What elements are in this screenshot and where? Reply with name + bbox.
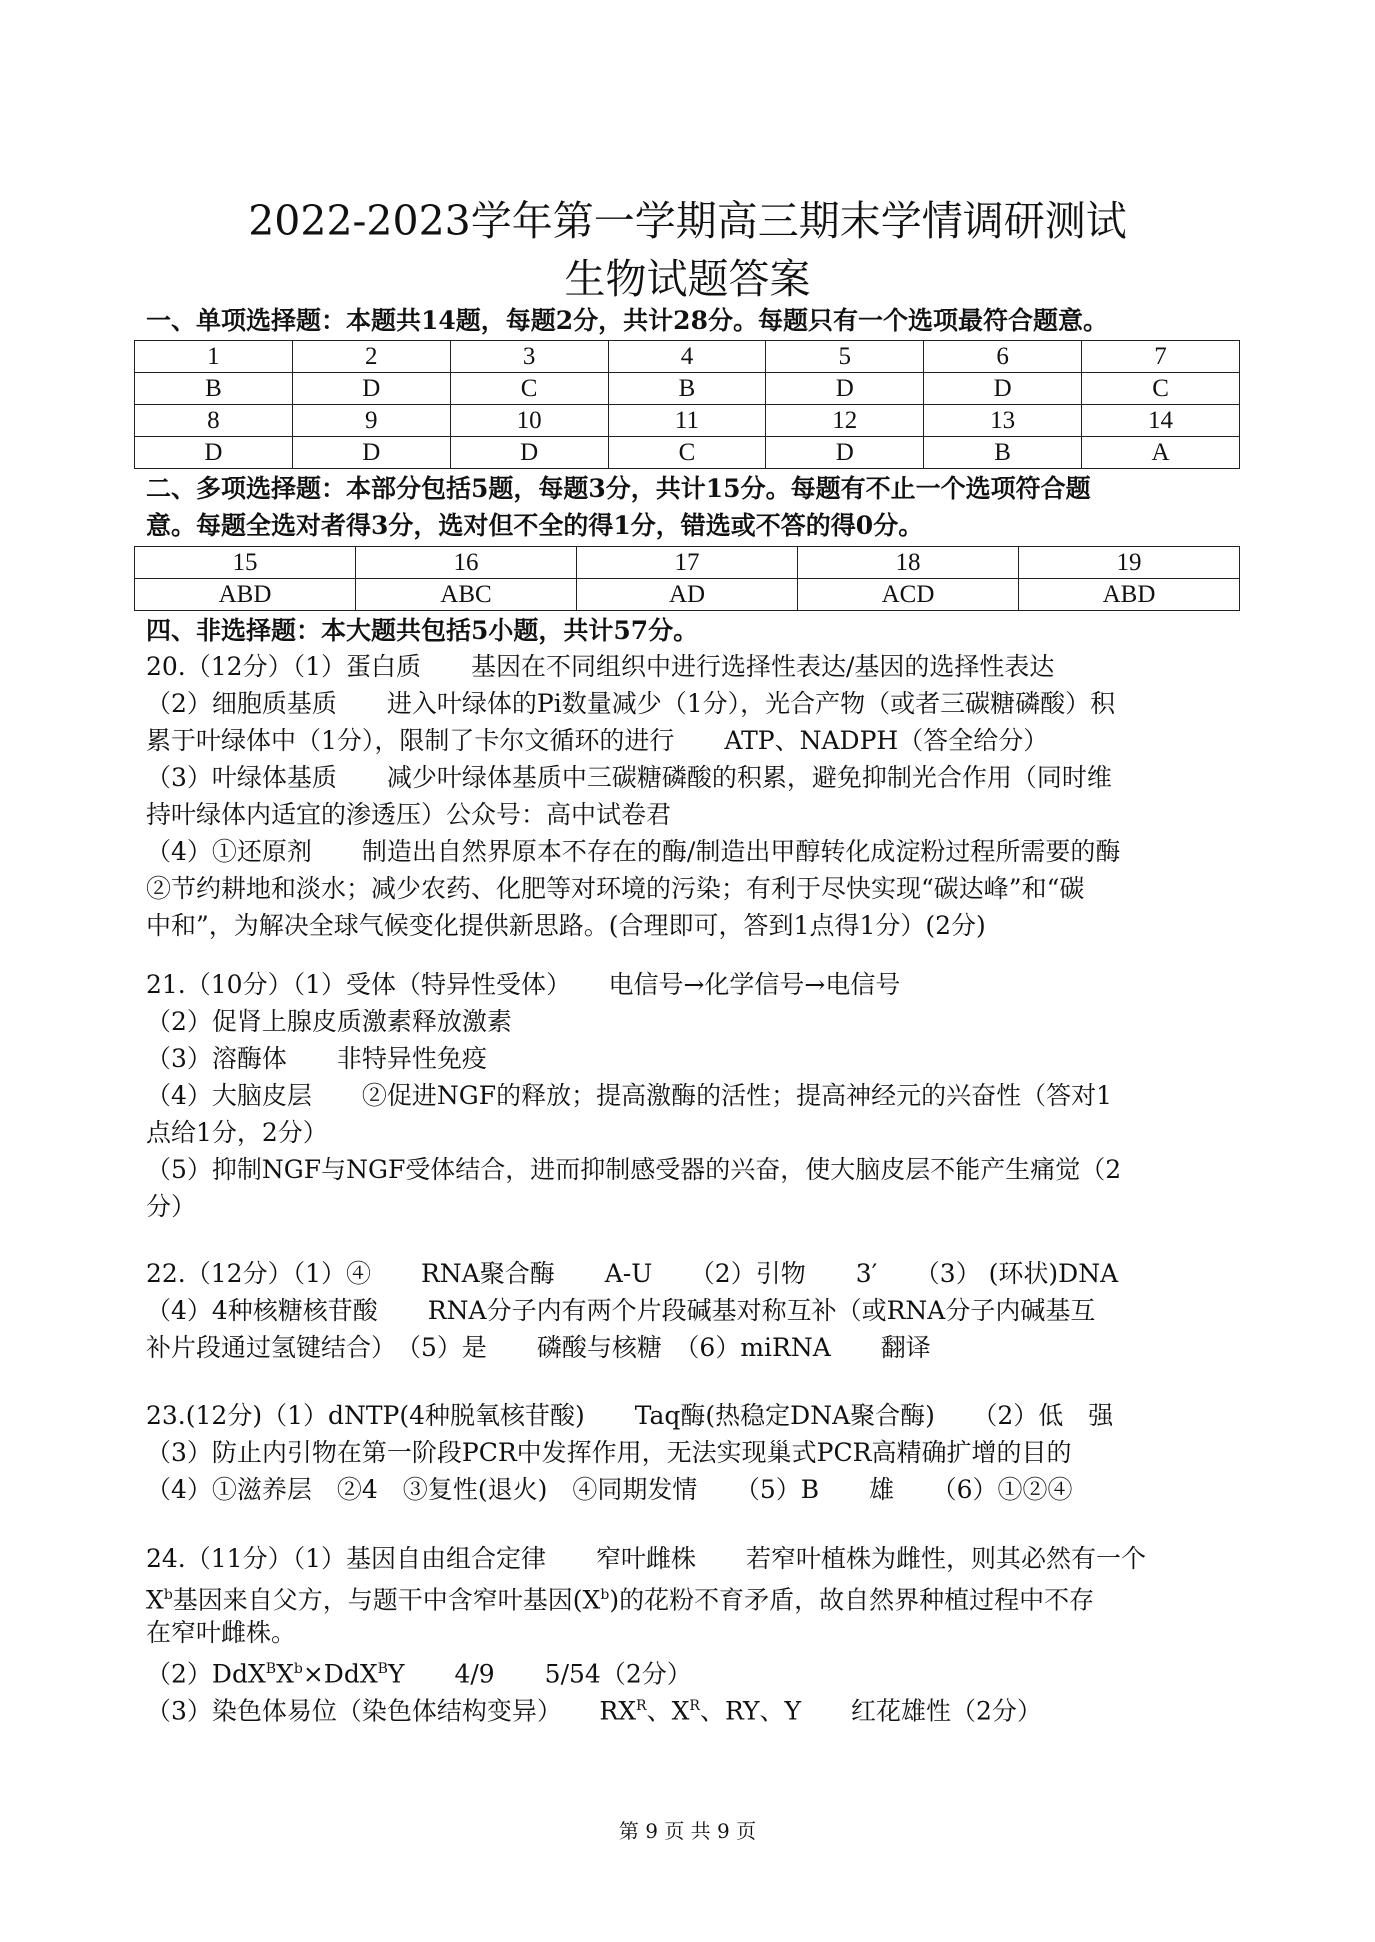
- q24-text: X: [276, 1659, 294, 1689]
- question-20-answer: [146, 648, 1256, 944]
- page-footer: 第 9 页 共 9 页: [618, 1819, 757, 1843]
- q24-superscript: R: [636, 1698, 647, 1714]
- single-choice-row: [135, 437, 1240, 469]
- question-21-answer: [146, 966, 1256, 1225]
- single-choice-cell: 12: [766, 405, 924, 437]
- multi-choice-cell: AD: [577, 579, 798, 611]
- q21-line: 点给1分，2分）: [146, 1118, 328, 1147]
- q23-line: 23.(12分)（1）dNTP(4种脱氧核苷酸) Taq酶(热稳定DNA聚合酶) （2）低 强: [146, 1401, 1114, 1430]
- q24-line: 24.（11分）（1）基因自由组合定律 窄叶雌株 若窄叶植株为雌性，则其必然有一个: [146, 1544, 1146, 1573]
- single-choice-cell: 7: [1082, 341, 1240, 373]
- q23-line: （3）防止内引物在第一阶段PCR中发挥作用，无法实现巢式PCR高精确扩增的目的: [146, 1438, 1072, 1467]
- single-choice-cell: 1: [135, 341, 293, 373]
- question-23-answer: [146, 1397, 1256, 1508]
- single-choice-cell: 6: [924, 341, 1082, 373]
- q24-text: )的花粉不育矛盾，故自然界种植过程中不存: [609, 1585, 1095, 1615]
- q23-line: （4）①滋养层 ②4 ③复性(退火) ④同期发情 （5）B 雄 （6）①②④: [146, 1475, 1073, 1504]
- multi-choice-cell: ABC: [356, 579, 577, 611]
- single-choice-cell: B: [135, 373, 293, 405]
- multi-choice-row: [135, 547, 1240, 579]
- multi-choice-row: [135, 579, 1240, 611]
- multi-choice-cell: ACD: [798, 579, 1019, 611]
- q20-line: （3）叶绿体基质 减少叶绿体基质中三碳糖磷酸的积累，避免抑制光合作用（同时维: [146, 763, 1112, 792]
- single-choice-row: [135, 405, 1240, 437]
- multi-choice-cell: 17: [577, 547, 798, 579]
- q24-line: 在窄叶雌株。: [146, 1618, 297, 1647]
- section2-heading-line2: 意。每题全选对者得3分，选对但不全的得1分，错选或不答的得0分。: [146, 511, 924, 540]
- q22-line: 补片段通过氢键结合） （5）是 磷酸与核糖 （6）miRNA 翻译: [146, 1333, 931, 1362]
- q24-line: [146, 1688, 1256, 1725]
- q24-superscript: B: [265, 1661, 277, 1677]
- q24-text: （3）染色体易位（染色体结构变异） RX: [146, 1696, 637, 1726]
- multi-choice-cell: 15: [135, 547, 356, 579]
- single-choice-cell: 3: [450, 341, 608, 373]
- q20-line: （2）细胞质基质 进入叶绿体的Pi数量减少（1分），光合产物（或者三碳糖磷酸）积: [146, 689, 1116, 718]
- single-choice-cell: 8: [135, 405, 293, 437]
- q24-superscript: b: [163, 1587, 173, 1603]
- single-choice-cell: 10: [450, 405, 608, 437]
- q20-line: 中和”，为解决全球气候变化提供新思路。(合理即可，答到1点得1分）(2分): [146, 911, 986, 940]
- single-choice-cell: 14: [1082, 405, 1240, 437]
- q20-line: 累于叶绿体中（1分），限制了卡尔文循环的进行 ATP、NADPH（答全给分）: [146, 726, 1049, 755]
- single-choice-cell: 9: [292, 405, 450, 437]
- q24-text: （2）DdX: [146, 1659, 266, 1689]
- q24-text: X: [146, 1585, 164, 1615]
- q21-line: （5）抑制NGF与NGF受体结合，进而抑制感受器的兴奋，使大脑皮层不能产生痛觉（2: [146, 1155, 1122, 1184]
- q24-superscript: R: [689, 1698, 700, 1714]
- q24-line: [146, 1577, 1256, 1614]
- multi-choice-cell: ABD: [1019, 579, 1240, 611]
- single-choice-cell: D: [766, 437, 924, 469]
- q24-text: ×DdX: [302, 1659, 378, 1689]
- q24-line: [146, 1651, 1256, 1688]
- single-choice-cell: C: [608, 437, 766, 469]
- single-choice-cell: D: [766, 373, 924, 405]
- single-choice-cell: D: [292, 373, 450, 405]
- single-choice-cell: 5: [766, 341, 924, 373]
- single-choice-cell: 4: [608, 341, 766, 373]
- page-subtitle: 生物试题答案: [564, 255, 811, 303]
- single-choice-cell: D: [924, 373, 1082, 405]
- q20-line: 持叶绿体内适宜的渗透压）公众号：高中试卷君: [146, 800, 672, 829]
- single-choice-cell: D: [292, 437, 450, 469]
- q21-line: （3）溶酶体 非特异性免疫: [146, 1044, 487, 1073]
- single-choice-row: [135, 373, 1240, 405]
- multi-choice-cell: ABD: [135, 579, 356, 611]
- q24-superscript: B: [377, 1661, 388, 1677]
- page-title: 2022-2023学年第一学期高三期末学情调研测试: [248, 197, 1127, 245]
- single-choice-cell: D: [450, 437, 608, 469]
- q24-superscript: b: [293, 1661, 303, 1677]
- single-choice-cell: 13: [924, 405, 1082, 437]
- q21-line: （4）大脑皮层 ②促进NGF的释放；提高激酶的活性；提高神经元的兴奋性（答对1: [146, 1081, 1113, 1110]
- single-choice-row: [135, 341, 1240, 373]
- multi-choice-cell: 16: [356, 547, 577, 579]
- section4-heading: 四、非选择题：本大题共包括5小题，共计57分。: [146, 616, 699, 645]
- q22-line: 22.（12分）（1）④ RNA聚合酶 A-U （2）引物 3′ （3） (环状)DNA: [146, 1259, 1119, 1288]
- single-choice-cell: B: [608, 373, 766, 405]
- q20-line: 20.（12分）（1）蛋白质 基因在不同组织中进行选择性表达/基因的选择性表达: [146, 652, 1055, 681]
- single-choice-cell: D: [135, 437, 293, 469]
- q21-line: （2）促肾上腺皮质激素释放激素: [146, 1007, 512, 1036]
- section2-heading-line1: 二、多项选择题：本部分包括5题，每题3分，共计15分。每题有不止一个选项符合题: [146, 474, 1091, 503]
- q24-text: 、RY、Y 红花雄性（2分）: [699, 1696, 1042, 1726]
- single-choice-cell: B: [924, 437, 1082, 469]
- single-choice-cell: C: [1082, 373, 1240, 405]
- multi-choice-cell: 19: [1019, 547, 1240, 579]
- q24-superscript: b: [600, 1587, 610, 1603]
- single-choice-answer-table: [134, 340, 1240, 469]
- q22-line: （4）4种核糖核苷酸 RNA分子内有两个片段碱基对称互补（或RNA分子内碱基互: [146, 1296, 1096, 1325]
- q20-line: ②节约耕地和淡水；减少农药、化肥等对环境的污染；有利于尽快实现“碳达峰”和“碳: [146, 874, 1085, 903]
- multi-choice-answer-table: [134, 546, 1240, 611]
- q24-text: 、X: [646, 1696, 690, 1726]
- q24-text: Y 4/9 5/54（2分）: [387, 1659, 692, 1689]
- single-choice-cell: C: [450, 373, 608, 405]
- single-choice-cell: 11: [608, 405, 766, 437]
- q24-text: 基因来自父方，与题干中含窄叶基因(X: [172, 1585, 601, 1615]
- question-24-answer: [146, 1540, 1256, 1725]
- single-choice-cell: 2: [292, 341, 450, 373]
- question-22-answer: [146, 1255, 1256, 1366]
- multi-choice-cell: 18: [798, 547, 1019, 579]
- section1-heading: 一、单项选择题：本题共14题，每题2分，共计28分。每题只有一个选项最符合题意。: [146, 306, 1108, 335]
- single-choice-cell: A: [1082, 437, 1240, 469]
- q21-line: 21.（10分）（1）受体（特异性受体） 电信号→化学信号→电信号: [146, 970, 901, 999]
- q20-line: （4）①还原剂 制造出自然界原本不存在的酶/制造出甲醇转化成淀粉过程所需要的酶: [146, 837, 1121, 866]
- q21-line: 分）: [146, 1192, 197, 1221]
